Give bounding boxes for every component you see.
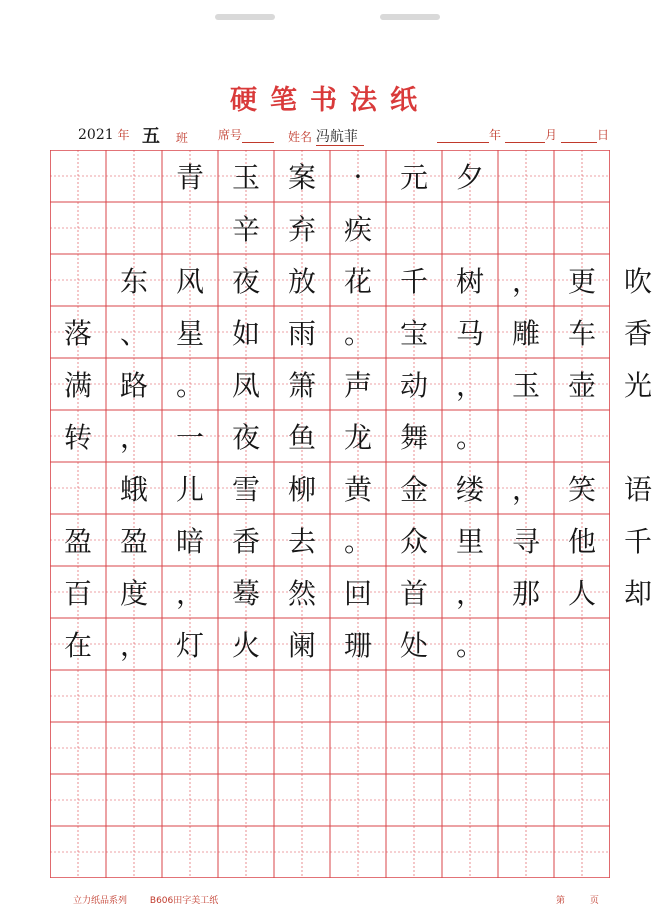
grid-cell-char: 宝 bbox=[399, 317, 428, 350]
grid-cell-char: 去 bbox=[287, 525, 316, 558]
grid-cell-char: 马 bbox=[455, 317, 484, 350]
grid-cell-char: 路 bbox=[119, 369, 148, 402]
date-month-line bbox=[505, 130, 545, 143]
header-date bbox=[437, 126, 609, 143]
grid-cell-char: 。 bbox=[455, 629, 484, 662]
grid-cell-char: 却 bbox=[623, 577, 652, 610]
grid-cell-char: 舞 bbox=[399, 421, 428, 454]
footer-page-label: 第 bbox=[556, 896, 566, 906]
grid-cell-char: 夕 bbox=[455, 161, 484, 194]
header-seat bbox=[218, 126, 274, 143]
grid-cell-char: 火 bbox=[231, 629, 260, 662]
seat-line bbox=[242, 130, 274, 143]
name-label: 姓名 bbox=[288, 130, 313, 144]
grid-cell-char: 回 bbox=[343, 577, 372, 610]
grid-cell-char: 转 bbox=[63, 421, 92, 454]
grid-cell-char: 蓦 bbox=[231, 577, 260, 610]
grid-cell-char: 珊 bbox=[343, 629, 372, 662]
grid-cell-char: 缕 bbox=[455, 473, 484, 506]
grid-cell-char: 凤 bbox=[231, 369, 260, 402]
class-value: 五 bbox=[142, 126, 160, 147]
date-year-line bbox=[437, 130, 489, 143]
grid-cell-char: 声 bbox=[343, 369, 372, 402]
grid-cell-char: 香 bbox=[231, 525, 260, 558]
grid-cell-char: 满 bbox=[63, 369, 92, 402]
grid-cell-char: 雕 bbox=[511, 317, 540, 350]
grid-cell-char: 盈 bbox=[63, 525, 92, 558]
grid-cell-char: 花 bbox=[343, 265, 372, 298]
grid-cell-char: 车 bbox=[567, 317, 596, 350]
grid-cell-char: 笑 bbox=[567, 473, 596, 506]
grid-cell-char: 辛 bbox=[231, 213, 260, 246]
grid-cell-char: 他 bbox=[567, 525, 596, 558]
grid-cell-char: 雪 bbox=[231, 473, 260, 506]
grid-cell-char: 在 bbox=[63, 629, 92, 662]
grid-cell-char: 。 bbox=[455, 421, 484, 454]
grid-cell-char: 案 bbox=[287, 161, 316, 194]
grid-cell-char: 。 bbox=[343, 317, 372, 350]
grid-cell-char: 处 bbox=[399, 629, 428, 662]
grid-cell-char: 更 bbox=[567, 265, 596, 298]
date-month-label: 月 bbox=[545, 128, 558, 142]
grid-cell-char: 。 bbox=[175, 369, 204, 402]
grid-cell-char: 吹 bbox=[623, 265, 652, 298]
grid-cell-char: 首 bbox=[399, 577, 428, 610]
grid-cell-char: 青 bbox=[175, 161, 204, 194]
grid-cell-char: 壶 bbox=[567, 369, 596, 402]
grid-cell-char: ， bbox=[119, 629, 148, 662]
page-title: 硬笔书法纸 bbox=[230, 85, 430, 116]
grid-cell-char: 里 bbox=[455, 525, 484, 558]
grid-cell-char: 星 bbox=[175, 317, 204, 350]
footer-product-label: B606田字美工纸 bbox=[149, 896, 219, 906]
footer-page-unit: 页 bbox=[589, 896, 599, 906]
grid-cell-char: · bbox=[353, 159, 363, 193]
grid-cell-char: 一 bbox=[175, 421, 204, 454]
grid-cell-char: 香 bbox=[623, 317, 652, 350]
grid-cell-char: 元 bbox=[399, 161, 428, 194]
class-label: 班 bbox=[175, 131, 188, 145]
grid-cell-char: 风 bbox=[175, 265, 204, 298]
grid-cell-char: 柳 bbox=[287, 473, 316, 506]
grid-cell-char: 弃 bbox=[287, 213, 316, 246]
grid-cell-char: 玉 bbox=[231, 161, 260, 194]
date-day-line bbox=[561, 130, 597, 143]
grid-cell-char: ， bbox=[175, 577, 204, 610]
grid-cell-char: 玉 bbox=[511, 369, 540, 402]
scan-mark-left bbox=[215, 14, 275, 20]
grid-cell-char: 疾 bbox=[343, 213, 372, 246]
grid-cell-char: 阑 bbox=[287, 629, 316, 662]
header-name bbox=[288, 126, 364, 146]
grid-cell-char: 黄 bbox=[343, 473, 372, 506]
grid-cell-char: 千 bbox=[623, 525, 652, 558]
header-class bbox=[142, 122, 188, 148]
grid-cell-char: ， bbox=[455, 577, 484, 610]
grid-cell-char: 语 bbox=[623, 473, 652, 506]
grid-cell-char: 光 bbox=[623, 369, 652, 402]
grid-cell-char: 树 bbox=[455, 265, 484, 298]
grid-cell-char: 众 bbox=[399, 525, 428, 558]
seat-label: 席号 bbox=[218, 128, 243, 142]
grid-cell-char: 人 bbox=[567, 577, 596, 610]
grid-cell-char: ， bbox=[119, 421, 148, 454]
date-day-label: 日 bbox=[597, 128, 610, 142]
grid-cell-char: 寻 bbox=[511, 525, 540, 558]
grid-cell-char: ， bbox=[511, 265, 540, 298]
footer-page bbox=[556, 893, 599, 906]
grid-cell-char: 盈 bbox=[119, 525, 148, 558]
grid-cell-char: 儿 bbox=[175, 473, 204, 506]
footer-series-label: 立力纸品系列 bbox=[73, 896, 128, 906]
scan-mark-right bbox=[380, 14, 440, 20]
grid-cell-char: 龙 bbox=[343, 421, 372, 454]
name-value: 冯航菲 bbox=[316, 129, 364, 146]
grid-cell-char: 夜 bbox=[231, 421, 260, 454]
grid-cell-char: 、 bbox=[119, 317, 148, 350]
grid-cell-char: 雨 bbox=[287, 317, 316, 350]
grid-cell-char: ， bbox=[511, 473, 540, 506]
grid-cell-char: 夜 bbox=[231, 265, 260, 298]
date-year-label: 年 bbox=[489, 128, 502, 142]
grid-cell-char: 落 bbox=[63, 317, 92, 350]
grid-cell-char: 百 bbox=[63, 577, 92, 610]
header-year bbox=[78, 126, 129, 143]
grid-cell-char: 鱼 bbox=[287, 421, 316, 454]
year-label: 年 bbox=[117, 128, 130, 142]
grid-cell-char: 那 bbox=[511, 577, 540, 610]
year-value: 2021 bbox=[78, 127, 114, 143]
grid-cell-char: ， bbox=[455, 369, 484, 402]
grid-cell-char: 金 bbox=[399, 473, 428, 506]
grid-cell-char: 。 bbox=[343, 525, 372, 558]
grid-cell-char: 然 bbox=[287, 577, 316, 610]
grid-cell-char: 箫 bbox=[287, 369, 316, 402]
grid-cell-char: 度 bbox=[119, 577, 148, 610]
writing-grid bbox=[50, 150, 652, 878]
grid-cell-char: 动 bbox=[399, 369, 428, 402]
grid-cell-char: 灯 bbox=[175, 629, 204, 662]
grid-cell-char: 蛾 bbox=[119, 473, 148, 506]
grid-cell-char: 放 bbox=[287, 265, 316, 298]
grid-cell-char: 千 bbox=[399, 265, 428, 298]
grid-cell-char: 暗 bbox=[175, 525, 204, 558]
grid-cell-char: 如 bbox=[231, 317, 260, 350]
grid-cell-char: 东 bbox=[119, 265, 148, 298]
footer-series bbox=[73, 893, 218, 906]
